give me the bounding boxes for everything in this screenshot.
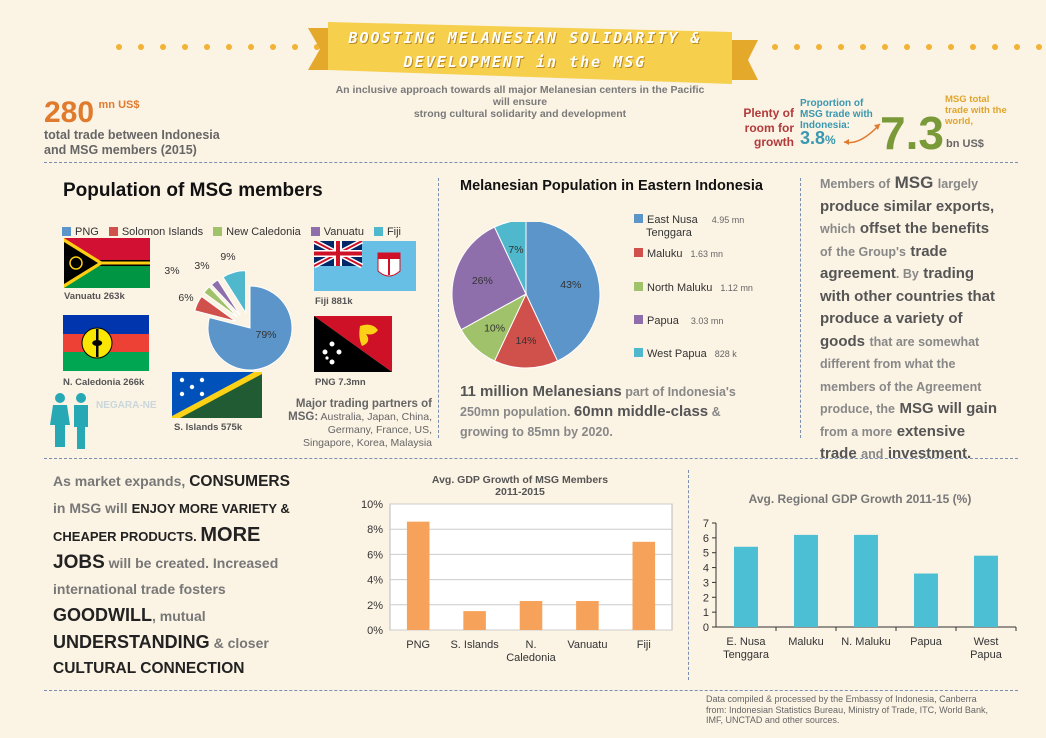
people-icon	[48, 392, 94, 452]
world-trade-unit: bn US$	[946, 138, 984, 150]
gdp-regional-title: Avg. Regional GDP Growth 2011-15 (%)	[748, 492, 972, 506]
y-tick-label: 3	[702, 577, 709, 590]
x-tick-label: Papua	[970, 649, 1002, 661]
pie-slice-label: 3%	[164, 265, 180, 277]
pie-slice-label: 3%	[194, 260, 210, 272]
legend-item: Maluku 1.63 mn	[634, 248, 723, 260]
bar	[914, 574, 938, 627]
divider-vertical-2	[800, 178, 801, 438]
vanuatu-label: Vanuatu 263k	[64, 291, 125, 302]
y-tick-label: 5	[702, 547, 709, 560]
decorative-dots-right	[772, 44, 1042, 50]
melanesian-stats: 11 million Melanesians part of Indonesia's 250mn population. 60mn middle-class & growing to 85mn by 2020.	[460, 383, 736, 439]
y-tick-label: 6%	[367, 549, 383, 562]
pie-slice-label: 26%	[471, 274, 493, 287]
x-tick-label: Tenggara	[723, 649, 769, 661]
y-tick-label: 7	[702, 518, 709, 530]
bar	[463, 611, 486, 630]
pie-slice-label: 6%	[178, 292, 194, 304]
fiji-label: Fiji 881k	[315, 296, 353, 307]
legend-item: West Papua 828 k	[634, 348, 737, 360]
divider-vertical-3	[688, 470, 689, 680]
trade-total-unit: mn US$	[98, 99, 140, 111]
divider-vertical-1	[438, 178, 439, 438]
bar	[407, 522, 430, 630]
y-tick-label: 8%	[367, 524, 383, 537]
x-tick-label: Fiji	[636, 639, 651, 651]
y-tick-label: 2	[702, 592, 709, 605]
world-trade-value: 7.3	[880, 107, 944, 159]
legend-item: PNG	[62, 226, 99, 238]
y-tick-label: 0	[702, 622, 709, 634]
melanesian-pie	[448, 222, 618, 382]
divider-middle	[44, 458, 1018, 459]
divider-top	[44, 162, 1018, 163]
pie-slice-label: 10%	[484, 322, 506, 335]
gdp-regional-chart	[694, 512, 1024, 672]
legend-item: Papua 3.03 mn	[634, 315, 723, 327]
x-tick-label: PNG	[406, 639, 431, 651]
y-tick-label: 10%	[360, 499, 383, 511]
legend-item: East Nusa 4.95 mn Tenggara	[634, 214, 744, 240]
x-tick-label: Maluku	[788, 636, 824, 648]
proportion-text: Proportion of MSG trade with Indonesia: 3.8%	[800, 98, 873, 148]
bar	[520, 601, 543, 630]
legend-item: Vanuatu	[311, 226, 364, 238]
gdp-msg-chart	[348, 494, 678, 674]
legend-item: Solomon Islands	[109, 226, 203, 238]
trade-total-desc-2: and MSG members (2015)	[44, 143, 197, 157]
bar	[734, 547, 758, 627]
pie-slice-label: 9%	[220, 251, 236, 263]
legend-item: New Caledonia	[213, 226, 301, 238]
y-tick-label: 2%	[367, 599, 383, 612]
source-text: Data compiled & processed by the Embassy of Indonesia, Canberra from: Indonesian Statistics Bureau, Ministry of Trade, ITC, World Bank, IMF, UNCTAD and other sources.	[706, 694, 988, 725]
png-label: PNG 7.3mn	[315, 377, 366, 388]
x-tick-label: E. Nusa	[726, 636, 766, 648]
population-title: Population of MSG members	[63, 180, 323, 201]
msg-population-pie	[150, 244, 320, 384]
exports-text: Members of MSG largely produce similar exports, which offset the benefits of the Group's trade agreement. By trading with other countries that produce a variety of goods that are somewhat different from what the members of the Agreement produce, the MSG will gain from a more extensive trade and investment.	[820, 173, 997, 462]
y-tick-label: 4	[702, 562, 709, 575]
x-tick-label: Caledonia	[506, 652, 556, 664]
solomon-islands-label: S. Islands 575k	[174, 422, 243, 433]
pie-slice-label: 79%	[255, 329, 277, 341]
y-tick-label: 6	[702, 532, 709, 545]
bar	[974, 556, 998, 627]
x-tick-label: N. Maluku	[841, 636, 891, 648]
x-tick-label: Papua	[910, 636, 942, 648]
legend-item: North Maluku 1.12 mn	[634, 282, 753, 294]
x-tick-label: S. Islands	[450, 639, 499, 651]
legend-item: Fiji	[374, 226, 401, 238]
bar	[794, 535, 818, 627]
trade-total-value: 280	[44, 96, 95, 129]
subtitle: An inclusive approach towards all major Melanesian centers in the Pacific will ensure strong cultural solidarity and development	[335, 84, 705, 120]
x-tick-label: West	[973, 636, 999, 648]
market-text: As market expands, CONSUMERS in MSG will ENJOY MORE VARIETY & CHEAPER PRODUCTS. MORE JOBS will be created. Increased international trade fosters GOODWILL, mutual UNDERSTANDING & closer CULTURAL CONNECTION	[53, 473, 290, 677]
vanuatu-flag-icon	[64, 238, 150, 288]
png-flag-icon	[314, 316, 392, 372]
pie-slice-label: 7%	[508, 244, 524, 257]
bar	[633, 542, 656, 630]
melanesian-title: Melanesian Population in Eastern Indonesia	[460, 178, 763, 194]
trading-partners-text: Major trading partners of MSG: Australia, Japan, China, Germany, France, US, Singapore, Korea, Malaysia	[288, 398, 432, 449]
y-tick-label: 0%	[367, 625, 383, 637]
new-caledonia-flag-icon	[63, 315, 149, 371]
x-tick-label: Vanuatu	[567, 639, 608, 651]
trade-total-block	[44, 96, 220, 158]
gdp-msg-title: Avg. GDP Growth of MSG Members 2011-2015	[431, 474, 609, 498]
plenty-room-text: Plenty of room for growth	[743, 106, 794, 149]
x-tick-label: N.	[525, 639, 537, 651]
y-tick-label: 1	[702, 607, 709, 620]
trade-total-desc-1: total trade between Indonesia	[44, 128, 220, 142]
pie-slice-label: 14%	[515, 334, 537, 347]
bar	[854, 535, 878, 627]
world-trade-text: MSG total trade with the world,	[945, 94, 1007, 127]
pie-slice-label: 43%	[560, 278, 582, 291]
bar	[576, 601, 599, 630]
divider-bottom	[44, 690, 1018, 691]
new-caledonia-label: N. Caledonia 266k	[63, 377, 145, 388]
fiji-flag-icon	[314, 241, 416, 291]
watermark: NEGARA-NE	[96, 400, 157, 411]
page-title: BOOSTING MELANESIAN SOLIDARITY & DEVELOPMENT in the MSG	[348, 29, 702, 71]
proportion-value: 3.8	[800, 128, 826, 148]
y-tick-label: 4%	[367, 574, 383, 587]
